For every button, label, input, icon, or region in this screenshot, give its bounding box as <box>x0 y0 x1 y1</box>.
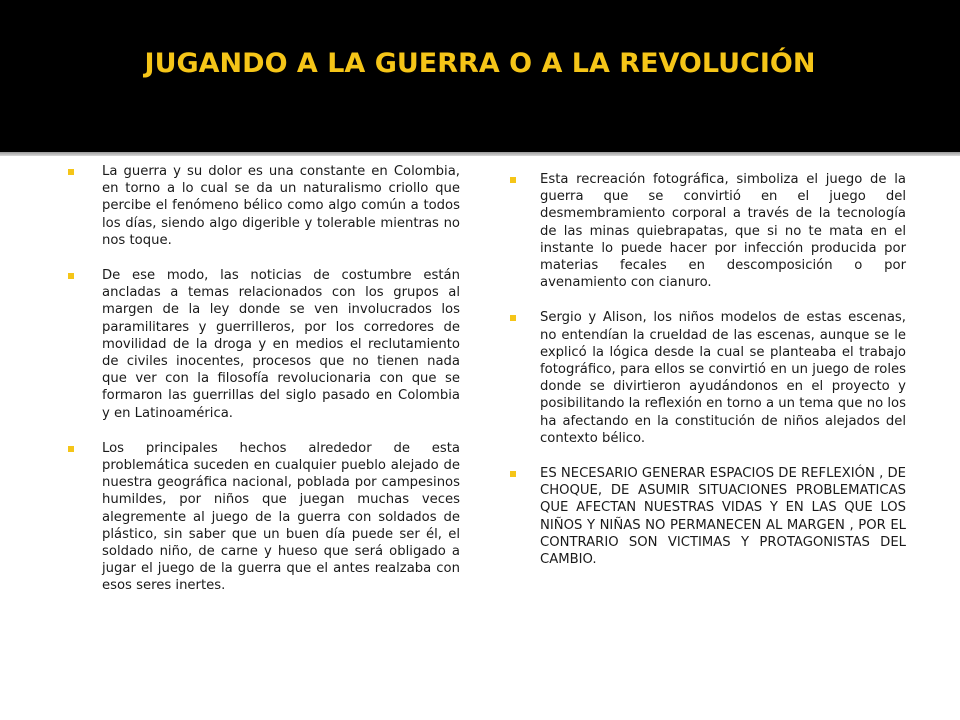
left-bullet-list <box>64 163 464 613</box>
list-item <box>506 309 906 447</box>
square-bullet-icon <box>510 471 516 477</box>
list-item-text: ES NECESARIO GENERAR ESPACIOS DE REFLEXIÓN , DE CHOQUE, DE ASUMIR SITUACIONES PROBLEMATICAS QUE AFECTAN NUESTRAS VIDAS Y EN LAS QUE LOS NIÑOS Y NIÑAS NO PERMANECEN AL MARGEN , POR EL CONTRARIO SON VICTIMAS Y PROTAGONISTAS DEL CAMBIO. <box>540 466 906 568</box>
list-item <box>64 163 460 249</box>
list-item-text: Los principales hechos alrededor de esta problemática suceden en cualquier pueblo alejado de nuestra geográfica nacional, poblada por campesinos humildes, por niños que juegan muchas veces alegremente al juego de la guerra con soldados de plástico, sin saber que un buen día puede ser él, el soldado niño, de carne y hueso que será obligado a jugar el juego de la guerra que el antes realzaba con esos seres inertes. <box>102 440 460 594</box>
list-item-text: Sergio y Alison, los niños modelos de estas escenas, no entendían la crueldad de las escenas, aunque se le explicó la lógica desde la cual se planteaba el trabajo fotográfico, para ellos se convirtió en un juego de roles donde se divirtieron ayudándonos en el proyecto y posibilitando la reflexión en torno a un tema que no los ha afectando en la constitución de niños alejados del contexto bélico. <box>540 310 906 446</box>
square-bullet-icon <box>68 273 74 279</box>
list-item <box>506 465 906 568</box>
list-item <box>64 267 460 422</box>
slide-title: JUGANDO A LA GUERRA O A LA REVOLUCIÓN <box>144 48 816 79</box>
list-item <box>64 440 460 595</box>
right-bullet-list <box>506 171 906 586</box>
title-divider <box>0 152 960 156</box>
list-item <box>506 171 906 291</box>
square-bullet-icon <box>510 177 516 183</box>
square-bullet-icon <box>68 169 74 175</box>
list-item-text: De ese modo, las noticias de costumbre están ancladas a temas relacionados con los grupos al margen de la ley donde se ven involucrados los paramilitares y guerrilleros, por los corredores de movilidad de la droga y en medios el reclutamiento de civiles inocentes, procesos que no tienen nada que ver con la filosofía revolucionaria con que se formaron las guerrillas del siglo pasado en Colombia y en Latinoamérica. <box>102 268 460 421</box>
title-bar <box>0 0 960 152</box>
square-bullet-icon <box>510 315 516 321</box>
list-item-text: Esta recreación fotográfica, simboliza el juego de la guerra que se convirtió en el juego del desmembramiento corporal a través de la tecnología de las minas quiebrapatas, que si no te mata en el instante lo puede hacer por infección producida por materias fecales en descomposición o por avenamiento con cianuro. <box>540 172 906 291</box>
list-item-text: La guerra y su dolor es una constante en Colombia, en torno a lo cual se da un naturalismo criollo que percibe el fenómeno bélico como algo común a todos los días, siendo algo digerible y tolerable mientras no nos toque. <box>102 164 460 248</box>
square-bullet-icon <box>68 446 74 452</box>
